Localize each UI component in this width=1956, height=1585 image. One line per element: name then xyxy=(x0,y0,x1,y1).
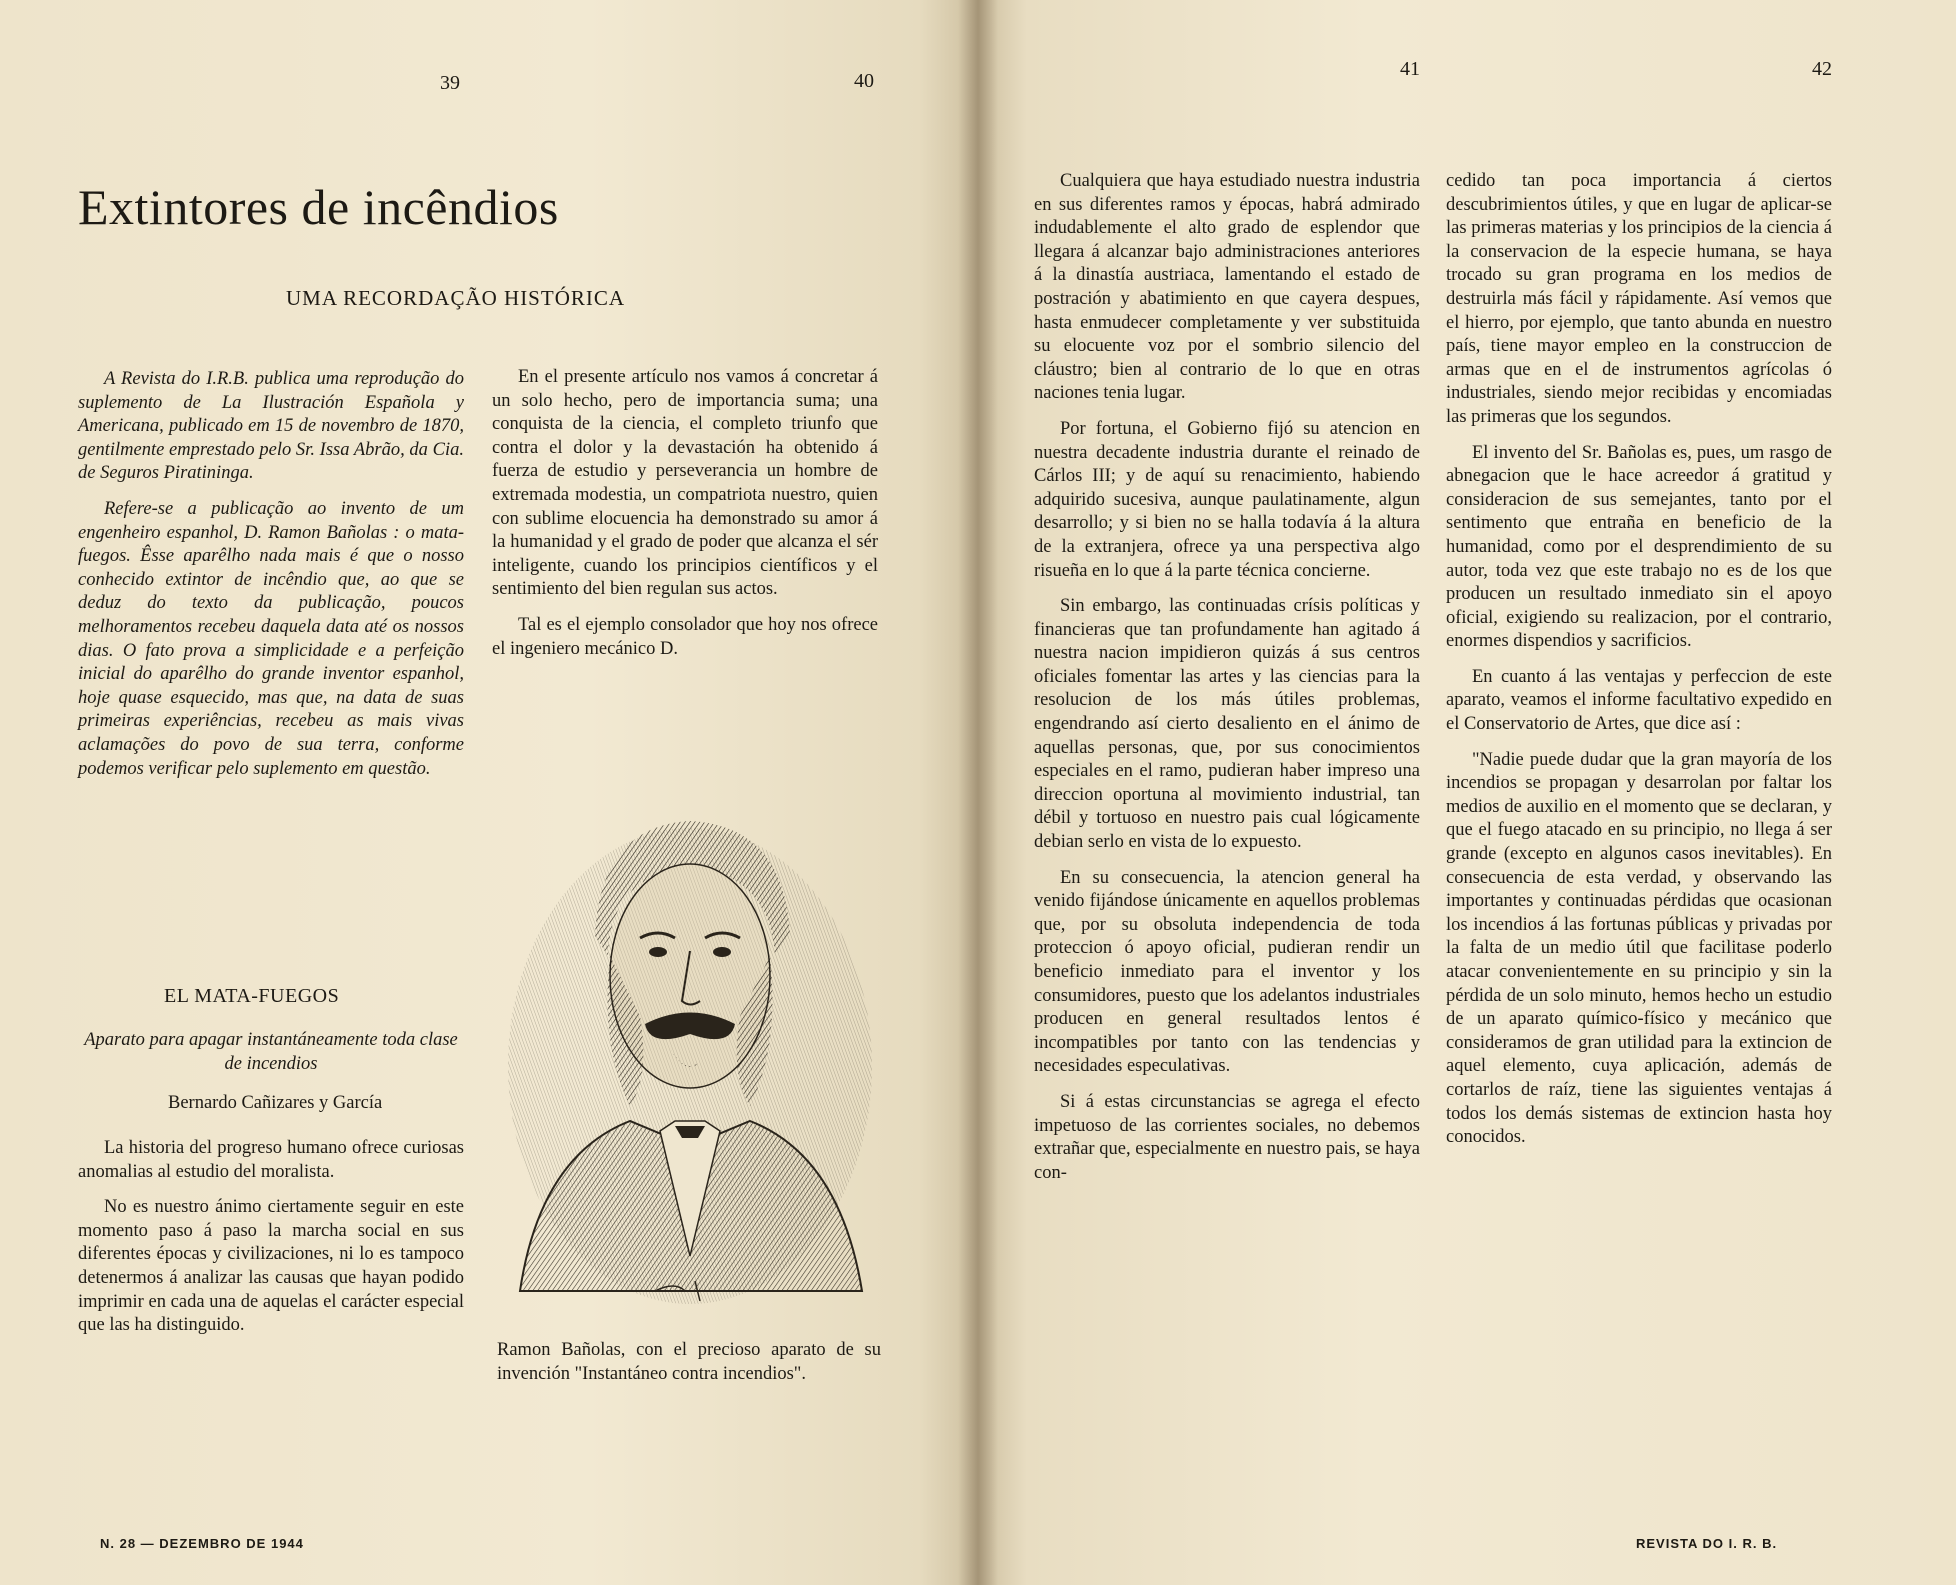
body-paragraph: Cualquiera que haya estudiado nuestra industria en sus diferentes ramos y épocas, habrá admirado indudablemente el alto grado de esplendor que llegara á alcanzar bajo administraciones anteriores á la dinastía austriaca, lamentando el estado de postración y abatimiento en que cayera despues, hasta enmudecer completamente y ver substituida su elocuente voz por el sombrio silencio del cláustro; bien al contrario de lo que en otras naciones tenia lugar. xyxy=(1034,171,1420,404)
portrait-caption: Ramon Bañolas, con el precioso aparato de su invención "Instantáneo contra incendios". xyxy=(497,1340,881,1384)
body-paragraph: Sin embargo, las continuadas crísis políticas y financieras que tan profundamente han agitado á nuestra nacion impidieron quizás á sus centros oficiales fomentar las artes y las ciencias para la resolucion de los más útiles problemas, engendrando así cierto desaliento en el ánimo de aquellas personas, que, por sus conocimientos especiales en el ramo, pudieran haber impreso una direccion oportuna al movimiento industrial, tan débil y tortuoso en nuestro pais cual lógicamente debian serlo en vista de lo expuesto. xyxy=(1034,596,1420,853)
body-paragraph: En cuanto á las ventajas y perfeccion de este aparato, veamos el informe facultativo expedido en el Conservatorio de Artes, que dice así : xyxy=(1446,666,1832,735)
body-paragraph: Por fortuna, el Gobierno fijó su atencion en nuestra decadente industria durante el reinado de Cárlos III; y de aquí su renacimiento, habiendo adquirido sucesiva, aunque paulatinamente, algun desarrollo; y si bien no se halla todavía á la altura de la extranjera, ofrece ya una perspectiva algo risueña en lo que á la parte técnica concierne. xyxy=(1034,418,1420,581)
section-subheading: Aparato para apagar instantáneamente toda clase de incendios xyxy=(84,1030,458,1074)
body-paragraph: Si á estas circunstancias se agrega el efecto impetuoso de las corrientes sociales, no debemos extrañar que, especialmente en nuestro pais, se haya con- xyxy=(1034,1091,1420,1183)
footer-journal: REVISTA DO I. R. B. xyxy=(1636,1536,1778,1551)
body-column-2 xyxy=(492,366,878,673)
intro-paragraph: A Revista do I.R.B. publica uma reprodução do suplemento de La Ilustración Española y Americana, publicado em 15 de novembro de 1870, gentilmente emprestado pelo Sr. Issa Abrão, da Cia. de Seguros Piratininga. xyxy=(78,369,464,484)
body-paragraph: "Nadie puede dudar que la gran mayoría de los incendios se propagan y desarrolan por faltar los medios de auxilio en el momento que se declaran, y que el fuego atacado en su principio, no llega á ser grande (excepto en algunos casos inevitables). En consecuencia de esta verdad, y observando las importantes y continuadas pérdidas que ocasionan los incendios á las fortunas públicas y privadas por la falta de un medio útil que facilitase poderlo atacar convenientemente en su principio y sin la pérdida de un solo minuto, hemos hecho un estudio de un aparato químico-físico y mecánico que consideramos de gran utilidad para la extincion de aquel elemento, cuya aplicación, además de cortarlos de raíz, tiene las siguientes ventajas á todos los demás sistemas de extincion hasta hoy conocidos. xyxy=(1446,749,1832,1148)
intro-paragraph: Refere-se a publicação ao invento de um engenheiro espanhol, D. Ramon Bañolas : o mata-fuegos. Êsse aparêlho nada mais é que o nosso conhecido extintor de incêndio que, ao que se deduz do texto da publicação, poucos melhoramentos recebeu daquela data até os nossos dias. O fato prova a simplicidade e a perfeição inicial do aparêlho do grande inventor espanhol, hoje quase esquecido, mas que, na data de suas primeiras experiências, recebeu as mais vivas aclamações do povo de sua terra, conforme podemos verificar pelo suplemento em questão. xyxy=(78,498,464,779)
body-column-4 xyxy=(1446,170,1832,1162)
intro-column xyxy=(78,368,464,793)
body-paragraph: El invento del Sr. Bañolas es, pues, um rasgo de abnegacion que le hace acreedor á gratitud y consideracion de sus semejantes, tanto por el sentimento que entraña en beneficio de la humanidad, como por el desprendimiento de su autor, toda vez que este trabajo no es de los que producen un resultado inmediato sin el apoyo oficial, exigiendo su realizacion, por el contrario, enormes dispendios y sacrificios. xyxy=(1446,442,1832,652)
body-column-3 xyxy=(1034,170,1420,1197)
page-number-39: 39 xyxy=(440,72,460,94)
body-paragraph: cedido tan poca importancia á ciertos descubrimientos útiles, y que en lugar de aplicar-se las primeras materias y los principios de la ciencia á la conservacion de la especie humana, se haya trocado su gran programa en los medios de destruirla más fácil y rápidamente. Así vemos que el hierro, por ejemplo, que tanto abunda en nuestro país, tiene mayor empleo en la construccion de armas que en el de instrumentos agrícolas ó industriales, siendo mejor recibidas y encomiadas las primeras que los segundos. xyxy=(1446,171,1832,427)
body-paragraph: En su consecuencia, la atencion general ha venido fijándose únicamente en aquellos problemas que, por su obsoluta independencia de toda proteccion ó apoyo oficial, pudieran rendir un beneficio inmediato para el inventor y los consumidores, puesto que los adelantos industriales producen en general resultados lentos é incompatibles por tanto con las tendencias y necesidades especulativas. xyxy=(1034,867,1420,1077)
article-subtitle: UMA RECORDAÇÃO HISTÓRICA xyxy=(286,286,626,310)
right-page xyxy=(978,0,1956,1585)
article-title: Extintores de incêndios xyxy=(78,179,559,235)
body-column-1 xyxy=(78,1137,464,1350)
body-paragraph: No es nuestro ánimo ciertamente seguir en este momento paso á paso la marcha social en sus diferentes épocas y civilizaciones, ni lo es tampoco detenermos á analizar las causas que hayan podido imprimir en cada una de aquelas el carácter especial que las ha distinguido. xyxy=(78,1197,464,1336)
section-author: Bernardo Cañizares y García xyxy=(168,1093,383,1113)
footer-issue: N. 28 — DEZEMBRO DE 1944 xyxy=(100,1536,304,1551)
body-paragraph: La historia del progreso humano ofrece curiosas anomalias al estudio del moralista. xyxy=(78,1138,464,1182)
page-number-42: 42 xyxy=(1812,58,1832,80)
page-number-40: 40 xyxy=(854,70,874,92)
body-paragraph: Tal es el ejemplo consolador que hoy nos ofrece el ingeniero mecánico D. xyxy=(492,614,878,659)
body-paragraph: En el presente artículo nos vamos á concretar á un solo hecho, pero de importancia suma; una conquista de la ciencia, el completo triunfo que contra el dolor y la devastación ha obtenido á fuerza de estudio y perseverancia un hombre de extremada modestia, un compatriota nuestro, quien con sublime elocuencia ha demonstrado su amor á la humanidad y el grado de poder que alcanza el sér inteligente, cuando los principios científicos y el sentimiento del bien regulan sus actos. xyxy=(492,367,878,600)
section-heading: EL MATA-FUEGOS xyxy=(164,985,340,1007)
page-number-41: 41 xyxy=(1400,58,1420,80)
portrait-engraving-icon xyxy=(500,786,880,1304)
